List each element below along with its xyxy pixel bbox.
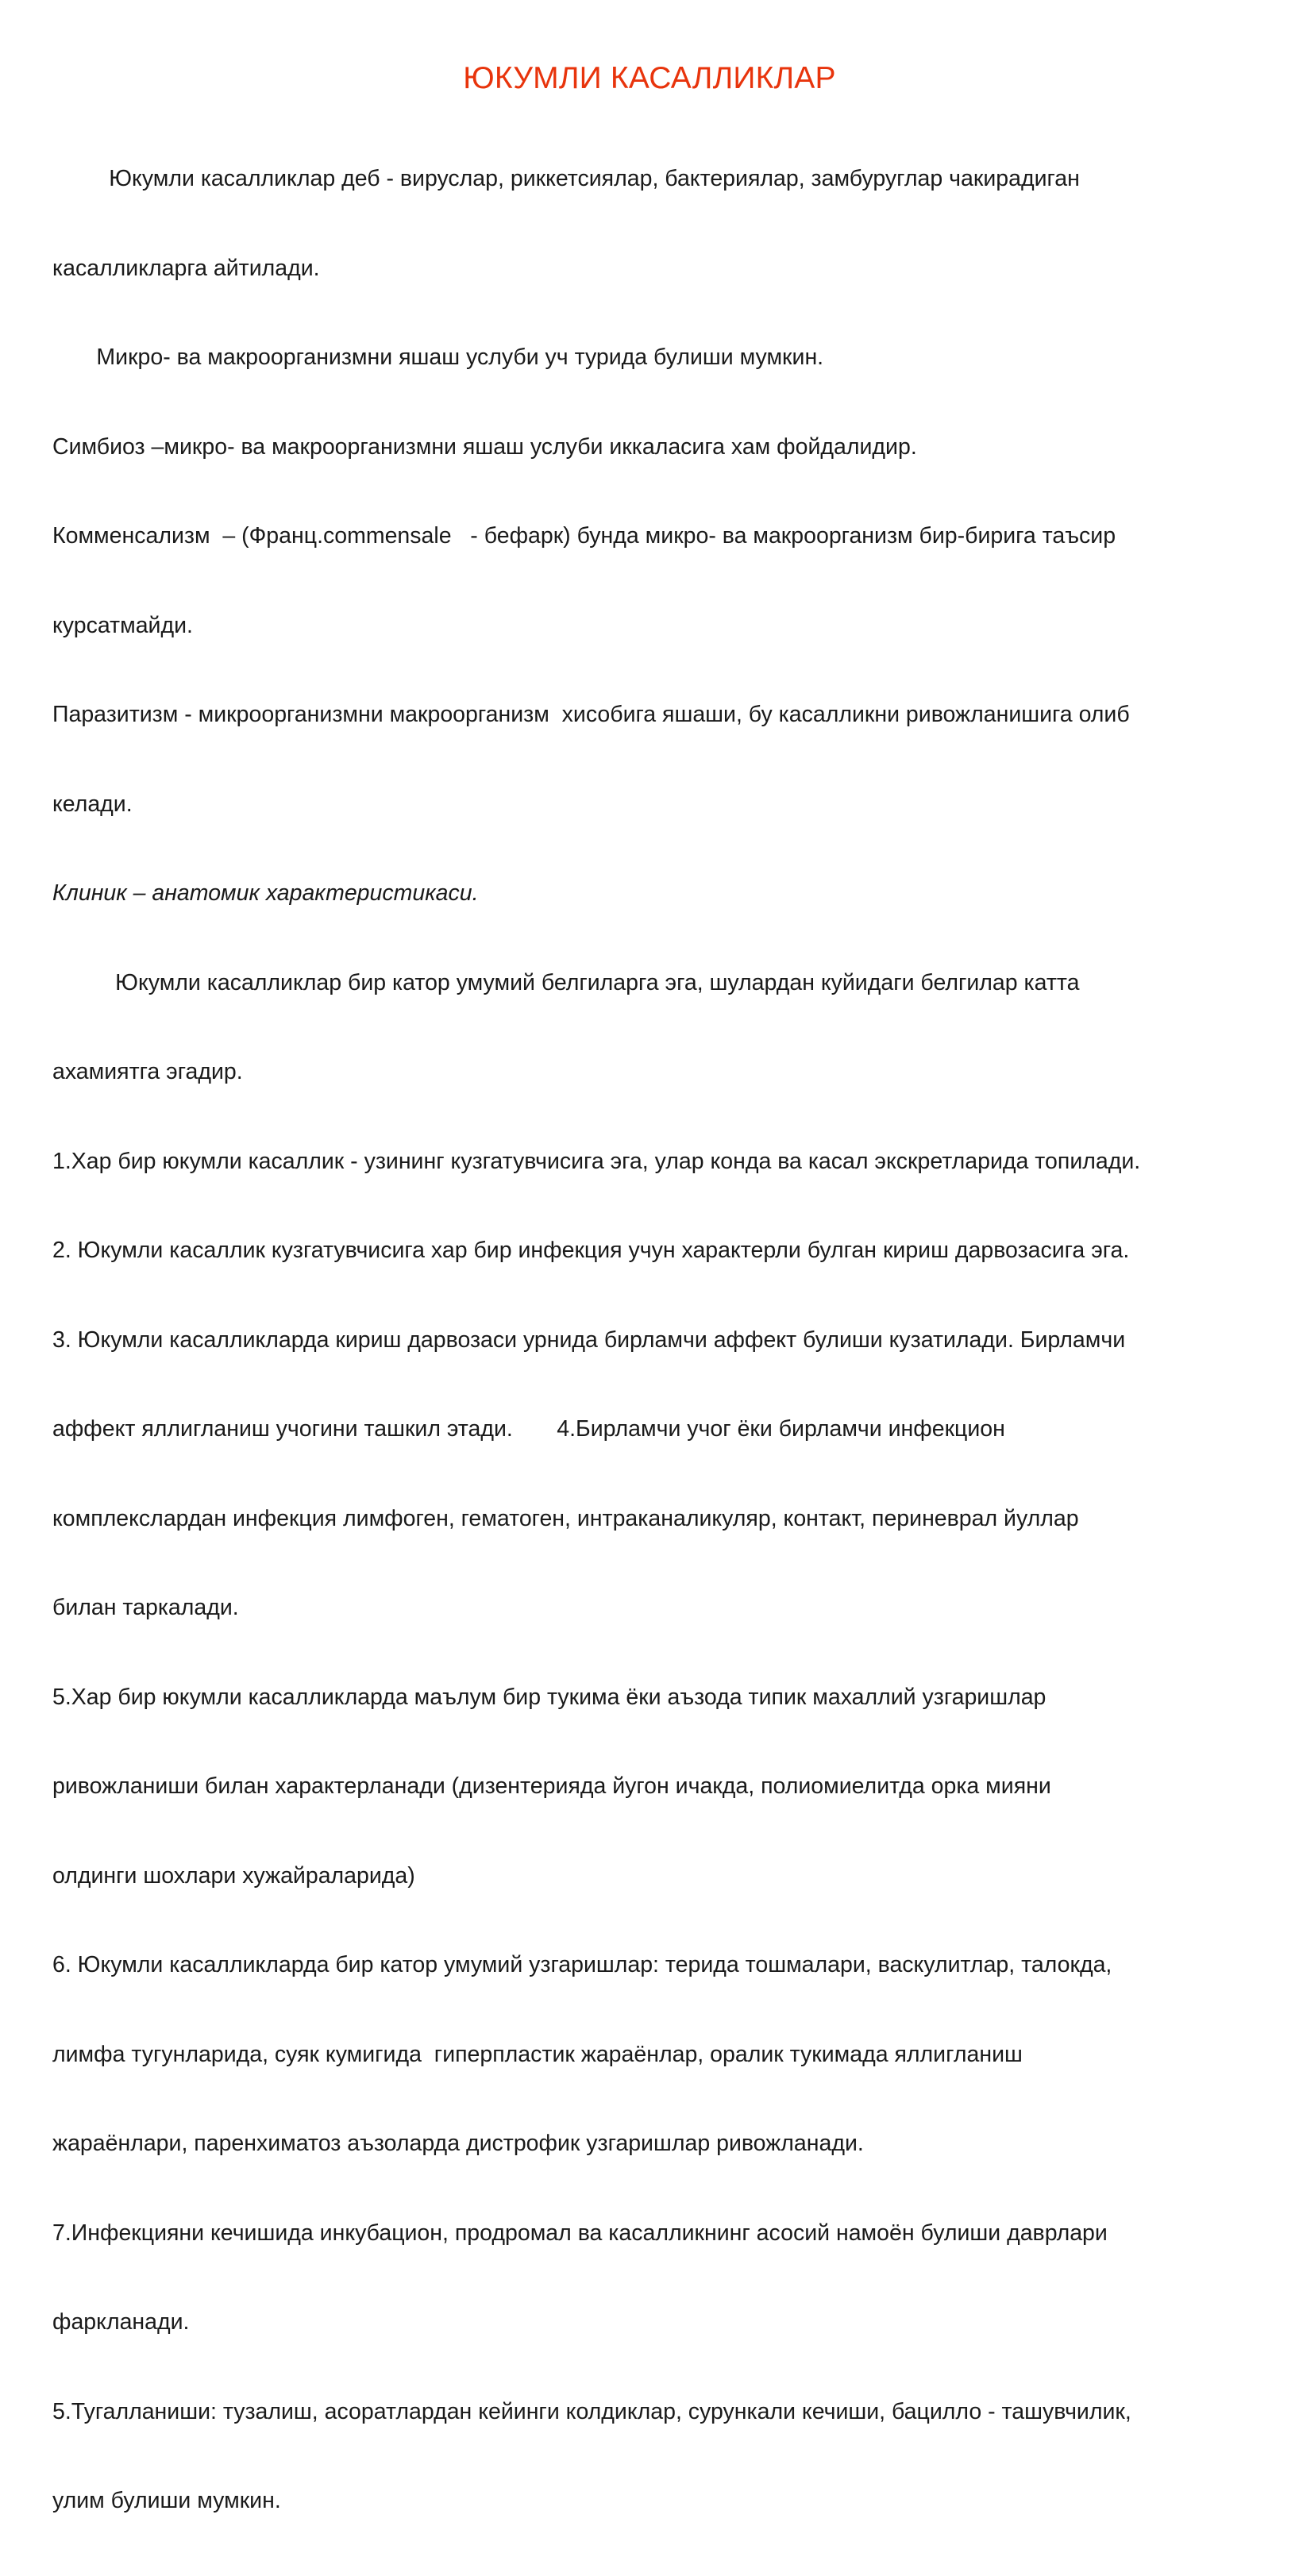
list-item-5-end: олдинги шохлари хужайраларида) [52,1862,415,1889]
list-item-5: 5.Хар бир юкумли касалликларда маълум бир тукима ёки аъзода типик махаллий узгаришлар [52,1684,1047,1710]
list-item-4-cont: комплекслардан инфекция лимфоген, гематоген, интраканаликуляр, контакт, периневрал йуллар [52,1505,1079,1531]
list-item-7-cont: фаркланади. [52,2309,190,2335]
list-item-3-cont: аффект яллигланиш учогини ташкил этади. 4.Бирламчи учог ёки бирламчи инфекцион [52,1416,1005,1442]
list-item-1: 1.Хар бир юкумли касаллик - узининг кузгатувчисига эга, улар конда ва касал экскретларида топилади. [52,1148,1141,1174]
list-item-6-cont: лимфа тугунларида, суяк кумигида гиперпластик жараёнлар, оралик тукимада яллигланиш [52,2041,1023,2067]
list-item-6-end: жараёнлари, паренхиматоз аъзоларда дистрофик узгаришлар ривожланади. [52,2131,864,2156]
list-item-8: 5.Тугалланиши: тузалиш, асоратлардан кейинги колдиклар, сурункали кечиши, бацилло - ташувчилик, [52,2398,1131,2424]
text-line-symbiosis: Симбиоз –микро- ва макроорганизмни яшаш услуби иккаласига хам фойдалидир. [52,433,917,460]
list-item-4-end: билан таркалади. [52,1595,239,1620]
text-line-general-signs: Юкумли касалликлар бир катор умумий белгиларга эга, шулардан куйидаги белгилар катта [52,969,1080,995]
slide-title: ЮКУМЛИ КАСАЛЛИКЛАР [463,61,836,95]
list-item-7: 7.Инфекцияни кечишида инкубацион, продромал ва касалликнинг асосий намоён булиши даврлари [52,2220,1108,2246]
list-item-3: 3. Юкумли касалликларда кириш дарвозаси урнида бирламчи аффект булиши кузатилади. Бирламчи [52,1327,1126,1353]
list-item-5-cont: ривожланиши билан характерланади (дизентерияда йугон ичакда, полиомиелитда орка мияни [52,1773,1051,1799]
text-line-parasitism: Паразитизм - микроорганизмни макроорганизм хисобига яшаши, бу касалликни ривожланишига олиб [52,702,1130,727]
text-line-definition: Юкумли касалликлар деб - вируслар, риккетсиялар, бактериялар, замбуруглар чакирадиган [52,166,1080,191]
text-line-general-signs-cont: ахамиятга эгадир. [52,1059,243,1084]
list-item-2: 2. Юкумли касаллик кузгатувчисига хар бир инфекция учун характерли булган кириш дарвозасига эга. [52,1238,1130,1263]
slide-body [52,105,1259,2576]
list-item-6: 6. Юкумли касалликларда бир катор умумий узгаришлар: терида тошмалари, васкулитлар, талокда, [52,1952,1112,1977]
text-line-commensalism-cont: курсатмайди. [52,612,193,638]
list-item-8-cont: улим булиши мумкин. [52,2488,281,2513]
section-heading-clinical: Клиник – анатомик характеристикаси. [52,880,479,906]
text-line-lifestyle: Микро- ва макроорганизмни яшаш услуби уч турида булиши мумкин. [52,345,824,370]
text-line-parasitism-cont: келади. [52,791,133,817]
text-line-commensalism: Комменсализм – (Франц.commensale - бефарк) бунда микро- ва макроорганизм бир-бирига таъсир [52,523,1116,549]
text-line-definition-cont: касалликларга айтилади. [52,255,320,281]
